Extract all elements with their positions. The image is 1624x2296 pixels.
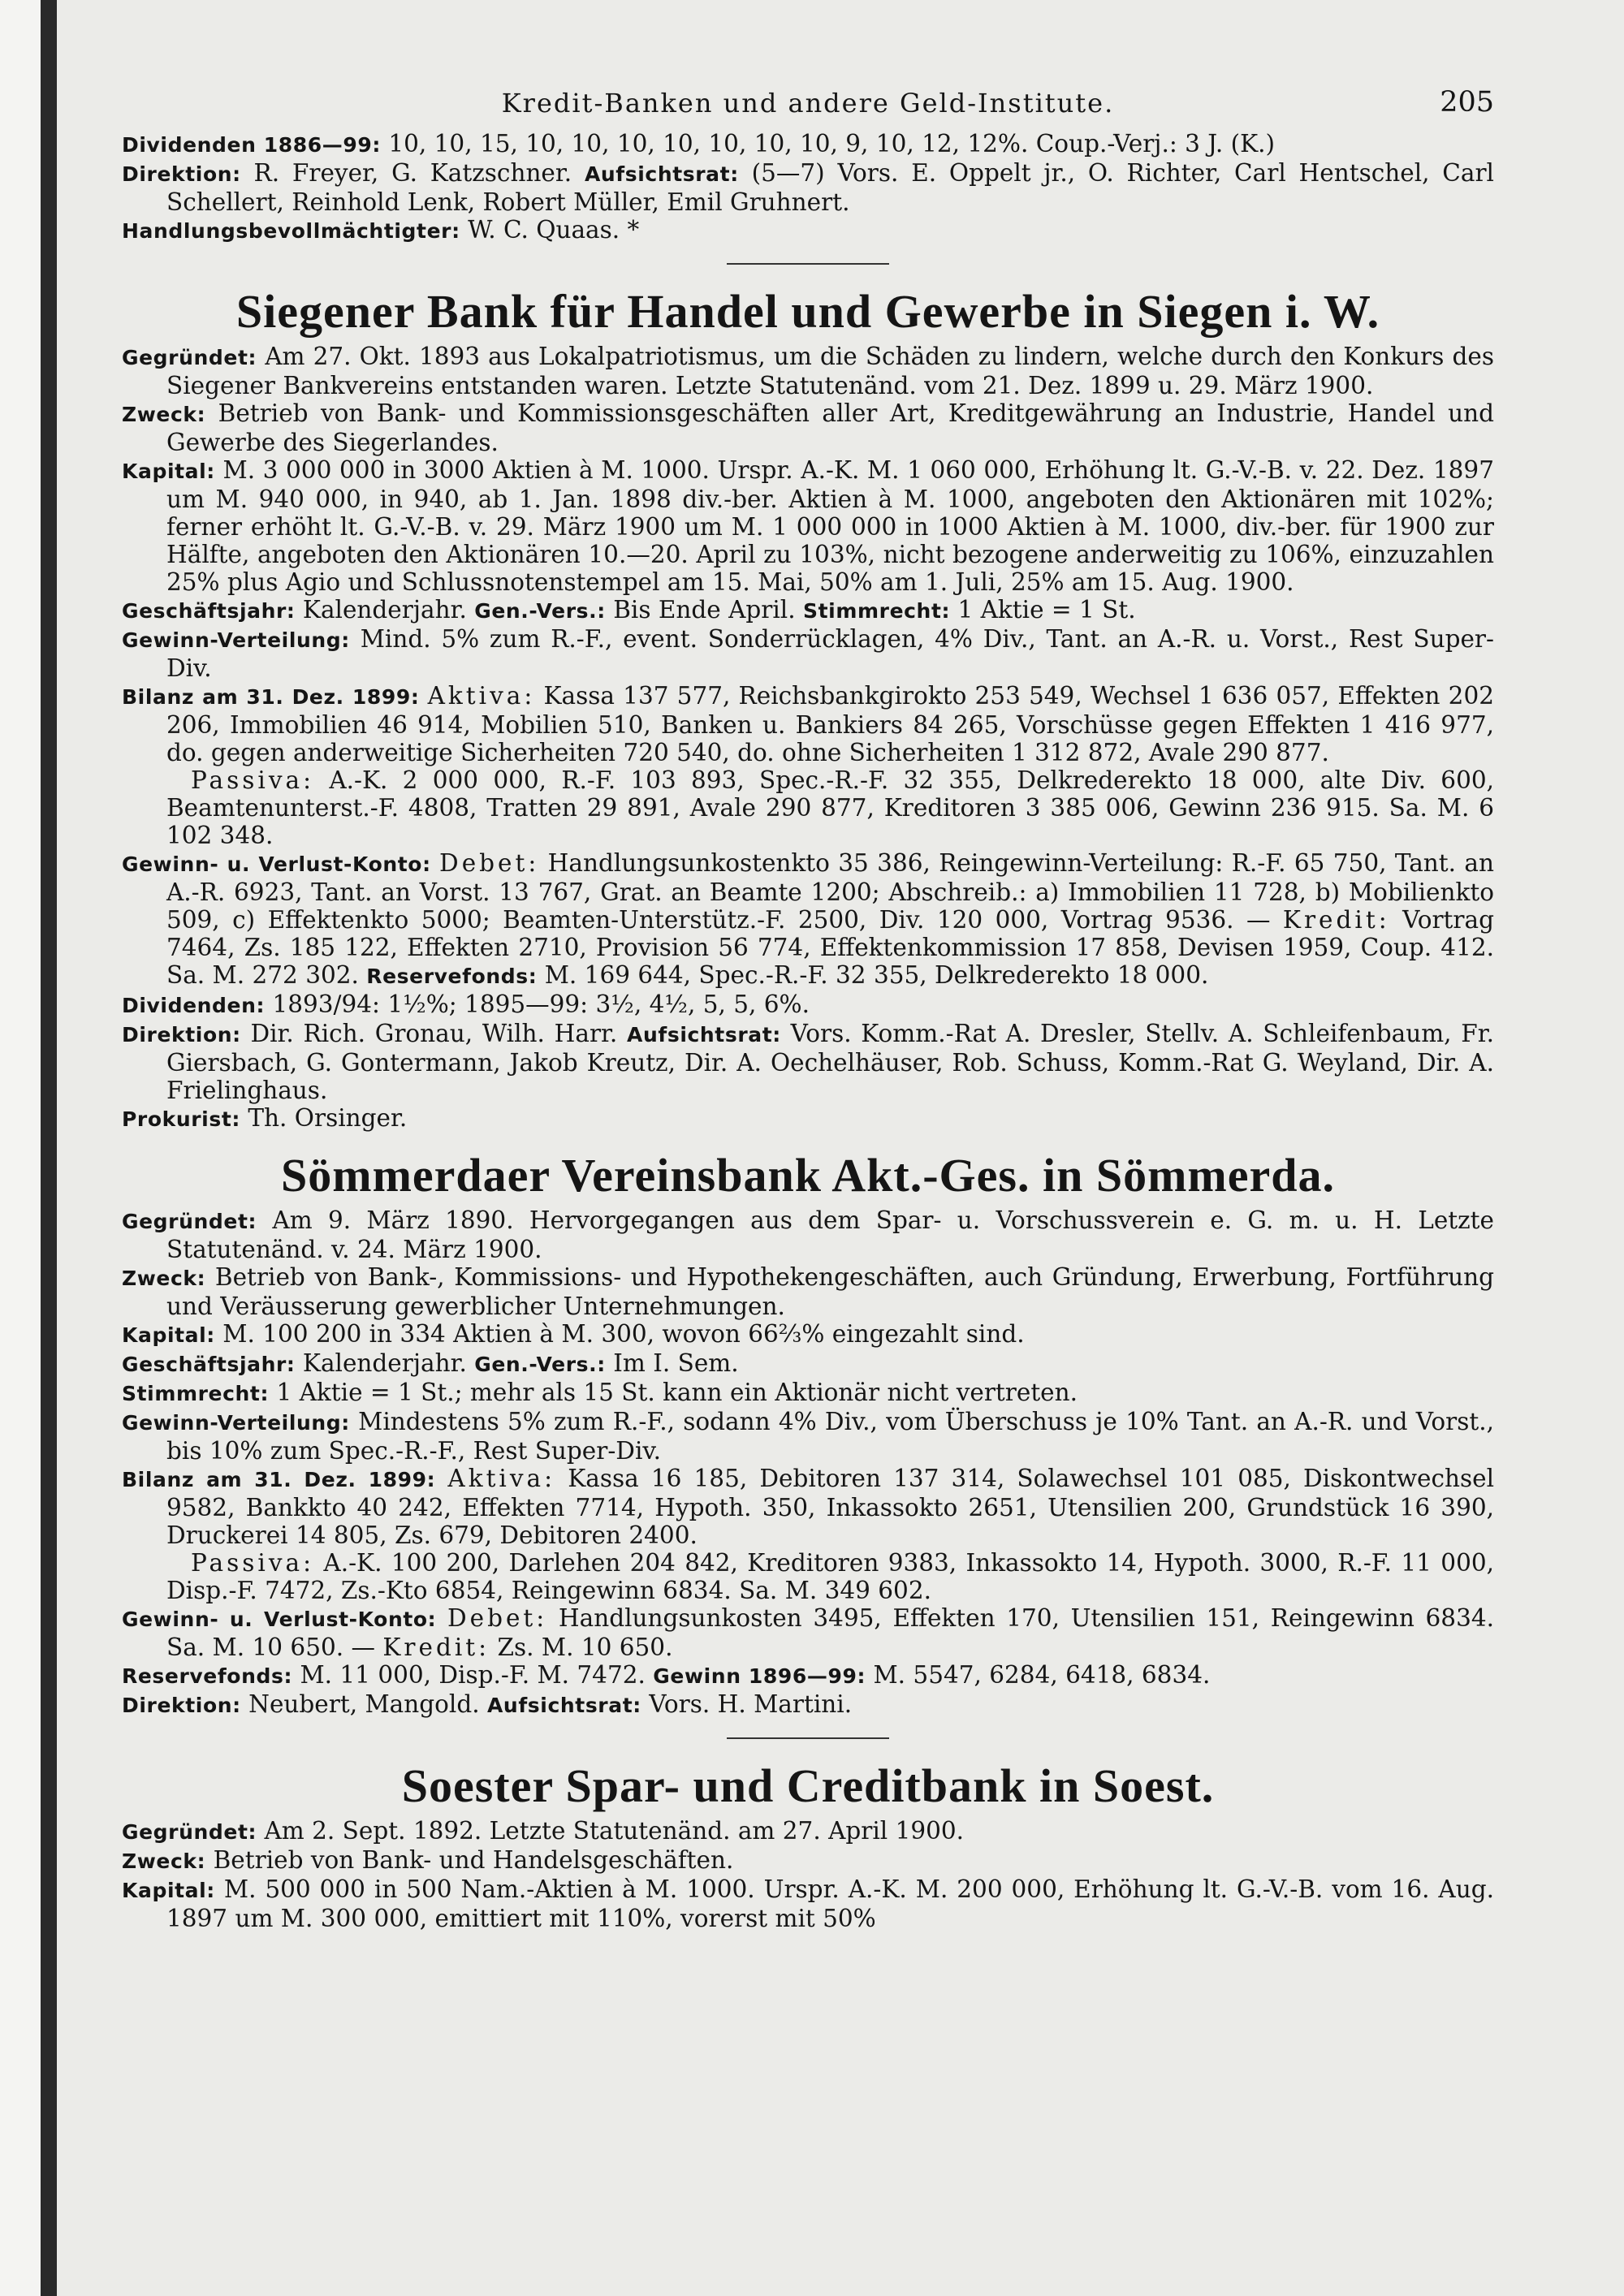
geschaeftsjahr-line: [122, 596, 1494, 625]
aufsichtsrat-text: Vors. Komm.-Rat A. Dresler, Stellv. A. Schleifenbaum, Fr. Giersbach, G. Gontermann, Jakob Kreutz, Dir. A. Oechelhäuser, Rob. Schuss, Komm.-Rat G. Weyland, Dir. A. Frielinghaus.: [166, 1020, 1494, 1104]
gegruendet-label: Gegründet:: [122, 1210, 257, 1233]
bilanz-label: Bilanz am 31. Dez. 1899:: [122, 685, 420, 709]
prev-aufsichtsrat-text: (5—7) Vors. E. Oppelt jr., O. Richter, Carl Hentschel, Carl Schellert, Reinhold Lenk, Robert Müller, Emil Gruhnert.: [166, 159, 1494, 216]
gewinnvert-label: Gewinn-Verteilung:: [122, 1411, 350, 1435]
stimmrecht-text: 1 Aktie = 1 St.; mehr als 15 St. kann ein Aktionär nicht vertreten.: [276, 1379, 1078, 1406]
prokurist-line: [122, 1104, 1494, 1133]
bank-entry-soest: [122, 1817, 1494, 1932]
aufsichtsrat-label: Aufsichtsrat:: [486, 1694, 641, 1717]
gegruendet-line: [122, 1817, 1494, 1846]
bank-entry-siegen: [122, 343, 1494, 1133]
stimmrecht-text: 1 Aktie = 1 St.: [957, 596, 1136, 624]
direktion-label: Direktion:: [122, 1694, 241, 1717]
page-number: 205: [1440, 86, 1494, 119]
zweck-text: Betrieb von Bank- und Handelsgeschäften.: [213, 1846, 734, 1874]
kredit-word: Kredit:: [382, 1634, 490, 1661]
bilanz-aktiva-line: [122, 682, 1494, 766]
direktion-label: Direktion:: [122, 1023, 241, 1047]
geschaeftsjahr-line: [122, 1349, 1494, 1379]
zweck-text: Betrieb von Bank- und Kommissionsgeschäften aller Art, Kreditgewährung an Industrie, Handel und Gewerbe des Siegerlandes.: [166, 399, 1494, 456]
guv-line: [122, 1604, 1494, 1661]
gegruendet-line: [122, 343, 1494, 399]
zweck-label: Zweck:: [122, 403, 206, 426]
passiva-text: A.-K. 2 000 000, R.-F. 103 893, Spec.-R.-F. 32 355, Delkrederekto 18 000, alte Div. 600, Beamtenunterst.-F. 4808, Tratten 29 891, Avale 290 877, Kreditoren 3 385 006, Gewinn 236 915. Sa. M. 6 102 348.: [166, 766, 1494, 849]
kapital-text: M. 3 000 000 in 3000 Aktien à M. 1000. Urspr. A.-K. M. 1 060 000, Erhöhung lt. G.-V.-B. v. 22. Dez. 1897 um M. 940 000, in 940, ab 1. Jan. 1898 div.-ber. Aktien à M. 1000, angeboten den Aktionären mit 102%; ferner erhöht lt. G.-V.-B. v. 29. März 1900 um M. 1 000 000 in 1000 Aktien à M. 1000, div.-ber. für 1900 zur Hälfte, angeboten den Aktionären 10.—20. April zu 103%, nicht bezogene anderweitig zu 106%, einzuzahlen 25% plus Agio und Schlussnotenstempel am 15. Mai, 50% am 1. Juli, 25% am 15. Aug. 1900.: [166, 456, 1494, 596]
reservefonds-line: [122, 1661, 1494, 1690]
section-divider: [727, 263, 889, 265]
zweck-line: [122, 399, 1494, 456]
bank-title-siegen: Siegener Bank für Handel und Gewerbe in Siegen i. W.: [235, 285, 1380, 338]
guv-line: [122, 849, 1494, 990]
gewinnvert-label: Gewinn-Verteilung:: [122, 628, 350, 652]
kapital-line: [122, 1320, 1494, 1349]
reservefonds-label: Reservefonds:: [122, 1664, 293, 1688]
kapital-line: [122, 456, 1494, 596]
stimmrecht-label: Stimmrecht:: [803, 599, 951, 623]
genvers-text: Bis Ende April.: [613, 596, 796, 624]
geschaeftsjahr-text: Kalenderjahr.: [302, 596, 467, 624]
kapital-label: Kapital:: [122, 460, 215, 483]
binding-shadow-bar: [41, 0, 57, 2296]
gewinnvert-text: Mindestens 5% zum R.-F., sodann 4% Div., vom Überschuss je 10% Tant. an A.-R. und Vorst., bis 10% zum Spec.-R.-F., Rest Super-Div.: [166, 1408, 1494, 1465]
gegruendet-text: Am 2. Sept. 1892. Letzte Statutenänd. am 27. April 1900.: [264, 1817, 965, 1845]
geschaeftsjahr-label: Geschäftsjahr:: [122, 599, 296, 623]
bilanz-passiva-line: [122, 1549, 1494, 1604]
stimmrecht-label: Stimmrecht:: [122, 1382, 270, 1405]
book-page: [122, 81, 1494, 1932]
direktion-line: [122, 1020, 1494, 1104]
direktion-line: [122, 1690, 1494, 1720]
gegruendet-text: Am 9. März 1890. Hervorgegangen aus dem Spar- u. Vorschussverein e. G. m. u. H. Letzte Statutenänd. v. 24. März 1900.: [166, 1206, 1494, 1263]
debet-word: Debet:: [439, 849, 540, 877]
bank-entry-soemmerda: [122, 1206, 1494, 1720]
stimmrecht-line: [122, 1379, 1494, 1408]
dividenden-line: [122, 990, 1494, 1020]
genvers-label: Gen.-Vers.:: [474, 1353, 606, 1376]
debet-text: Handlungsunkostenkto 35 386, Reingewinn-Verteilung: R.-F. 65 750, Tant. an A.-R. 6923, Tant. an Vorst. 13 767, Grat. an Beamte 1200; Abschreib.: a) Immobilien 11 728, b) Mobilienkto 509, c) Effektenkto 5000; Beamten-Unterstütz.-F. 2500, Div. 120 000, Vortrag 9536. —: [166, 849, 1494, 934]
reservefonds-text: M. 11 000, Disp.-F. M. 7472.: [300, 1661, 646, 1689]
kredit-text: Vortrag 7464, Zs. 185 122, Effekten 2710, Provision 56 774, Effektenkommission 17 858, Devisen 1959, Coup. 412. Sa. M. 272 302.: [166, 906, 1494, 989]
zweck-label: Zweck:: [122, 1267, 206, 1290]
zweck-line: [122, 1846, 1494, 1875]
bank-title-soemmerda: Sömmerdaer Vereinsbank Akt.-Ges. in Sömmerda.: [281, 1149, 1335, 1202]
kapital-line: [122, 1875, 1494, 1932]
aktiva-word: Aktiva:: [427, 682, 536, 710]
debet-text: Handlungsunkosten 3495, Effekten 170, Utensilien 151, Reingewinn 6834. Sa. M. 10 650. —: [166, 1604, 1494, 1661]
dividenden-label: Dividenden:: [122, 994, 266, 1017]
zweck-line: [122, 1263, 1494, 1320]
gewinn-label: Gewinn 1896—99:: [653, 1664, 866, 1688]
aktiva-text: Kassa 137 577, Reichsbankgirokto 253 549, Wechsel 1 636 057, Effekten 202 206, Immobilien 46 914, Mobilien 510, Banken u. Bankiers 84 265, Vorschüsse gegen Effekten 1 416 977, do. gegen anderweitige Sicherheiten 720 540, do. ohne Sicherheiten 1 312 872, Avale 290 877.: [166, 682, 1494, 766]
aktiva-text: Kassa 16 185, Debitoren 137 314, Solawechsel 101 085, Diskontwechsel 9582, Bankkto 40 242, Effekten 7714, Hypoth. 350, Inkassokto 2651, Utensilien 200, Grundstück 16 390, Druckerei 14 805, Zs. 679, Debitoren 2400.: [166, 1465, 1495, 1549]
debet-word: Debet:: [447, 1604, 548, 1632]
gewinn-text: M. 5547, 6284, 6418, 6834.: [873, 1661, 1211, 1689]
guv-label: Gewinn- u. Verlust-Konto:: [122, 852, 431, 876]
prokurist-text: Th. Orsinger.: [248, 1104, 408, 1132]
reservefonds-text: M. 169 644, Spec.-R.-F. 32 355, Delkrederekto 18 000.: [544, 961, 1209, 989]
kapital-label: Kapital:: [122, 1879, 215, 1902]
prev-dividenden-text: 10, 10, 15, 10, 10, 10, 10, 10, 10, 10, 9, 10, 12, 12%.: [388, 130, 1029, 158]
kredit-word: Kredit:: [1282, 906, 1390, 934]
section-divider: [727, 1737, 889, 1739]
genvers-label: Gen.-Vers.:: [474, 599, 606, 623]
prev-handlung-line: [122, 216, 1494, 245]
bilanz-label: Bilanz am 31. Dez. 1899:: [122, 1468, 436, 1491]
running-title: Kredit-Banken und andere Geld-Institute.: [501, 88, 1115, 119]
gegruendet-label: Gegründet:: [122, 1820, 257, 1844]
bilanz-passiva-line: [122, 766, 1494, 849]
prev-direktion-line: [122, 159, 1494, 216]
aufsichtsrat-label: Aufsichtsrat:: [627, 1023, 781, 1047]
passiva-text: A.-K. 100 200, Darlehen 204 842, Kreditoren 9383, Inkassokto 14, Hypoth. 3000, R.-F. 11 000, Disp.-F. 7472, Zs.-Kto 6854, Reingewinn 6834. Sa. M. 349 602.: [166, 1549, 1494, 1604]
prev-dividenden-line: [122, 130, 1494, 159]
prev-handlung-text: W. C. Quaas. *: [468, 216, 640, 244]
prev-direktion-text: R. Freyer, G. Katzschner.: [253, 159, 572, 187]
geschaeftsjahr-label: Geschäftsjahr:: [122, 1353, 296, 1376]
prev-coup-text: Coup.-Verj.: 3 J. (K.): [1035, 130, 1276, 158]
kredit-text: Zs. M. 10 650.: [497, 1634, 673, 1661]
dividenden-text: 1893/94: 1½%; 1895—99: 3½, 4½, 5, 5, 6%.: [272, 990, 810, 1018]
zweck-label: Zweck:: [122, 1849, 206, 1873]
passiva-word: Passiva:: [191, 1549, 315, 1577]
gegruendet-line: [122, 1206, 1494, 1263]
kapital-label: Kapital:: [122, 1323, 215, 1347]
aufsichtsrat-text: Vors. H. Martini.: [649, 1690, 853, 1718]
zweck-text: Betrieb von Bank-, Kommissions- und Hypothekengeschäften, auch Gründung, Erwerbung, Fortführung und Veräusserung gewerblicher Unternehmungen.: [166, 1263, 1494, 1320]
prev-handlung-label: Handlungsbevollmächtigter:: [122, 219, 460, 243]
prev-dividenden-label: Dividenden 1886—99:: [122, 133, 381, 157]
gewinnvert-text: Mind. 5% zum R.-F., event. Sonderrücklagen, 4% Div., Tant. an A.-R. u. Vorst., Rest Super-Div.: [166, 625, 1494, 682]
direktion-text: Dir. Rich. Gronau, Wilh. Harr.: [250, 1020, 618, 1047]
bilanz-aktiva-line: [122, 1465, 1494, 1549]
prev-aufsichtsrat-label: Aufsichtsrat:: [584, 162, 739, 186]
previous-entry-tail: [122, 130, 1494, 245]
genvers-text: Im I. Sem.: [613, 1349, 739, 1377]
aktiva-word: Aktiva:: [447, 1465, 556, 1492]
prev-direktion-label: Direktion:: [122, 162, 241, 186]
gewinnvert-line: [122, 1408, 1494, 1465]
gewinnvert-line: [122, 625, 1494, 682]
passiva-word: Passiva:: [191, 766, 315, 794]
kapital-text: M. 500 000 in 500 Nam.-Aktien à M. 1000. Urspr. A.-K. M. 200 000, Erhöhung lt. G.-V.-B. vom 16. Aug. 1897 um M. 300 000, emittiert mit 110%, vorerst mit 50%: [166, 1875, 1494, 1932]
bank-title-soest: Soester Spar- und Creditbank in Soest.: [401, 1759, 1215, 1812]
guv-label: Gewinn- u. Verlust-Konto:: [122, 1608, 437, 1631]
prokurist-label: Prokurist:: [122, 1107, 240, 1131]
gegruendet-label: Gegründet:: [122, 346, 257, 369]
kapital-text: M. 100 200 in 334 Aktien à M. 300, wovon 66⅔% eingezahlt sind.: [222, 1320, 1025, 1348]
gegruendet-text: Am 27. Okt. 1893 aus Lokalpatriotismus, um die Schäden zu lindern, welche durch den Konkurs des Siegener Bankvereins entstanden waren. Letzte Statutenänd. vom 21. Dez. 1899 u. 29. März 1900.: [166, 343, 1494, 399]
geschaeftsjahr-text: Kalenderjahr.: [302, 1349, 467, 1377]
running-header: [122, 81, 1494, 130]
reservefonds-label: Reservefonds:: [366, 965, 538, 988]
direktion-text: Neubert, Mangold.: [248, 1690, 480, 1718]
